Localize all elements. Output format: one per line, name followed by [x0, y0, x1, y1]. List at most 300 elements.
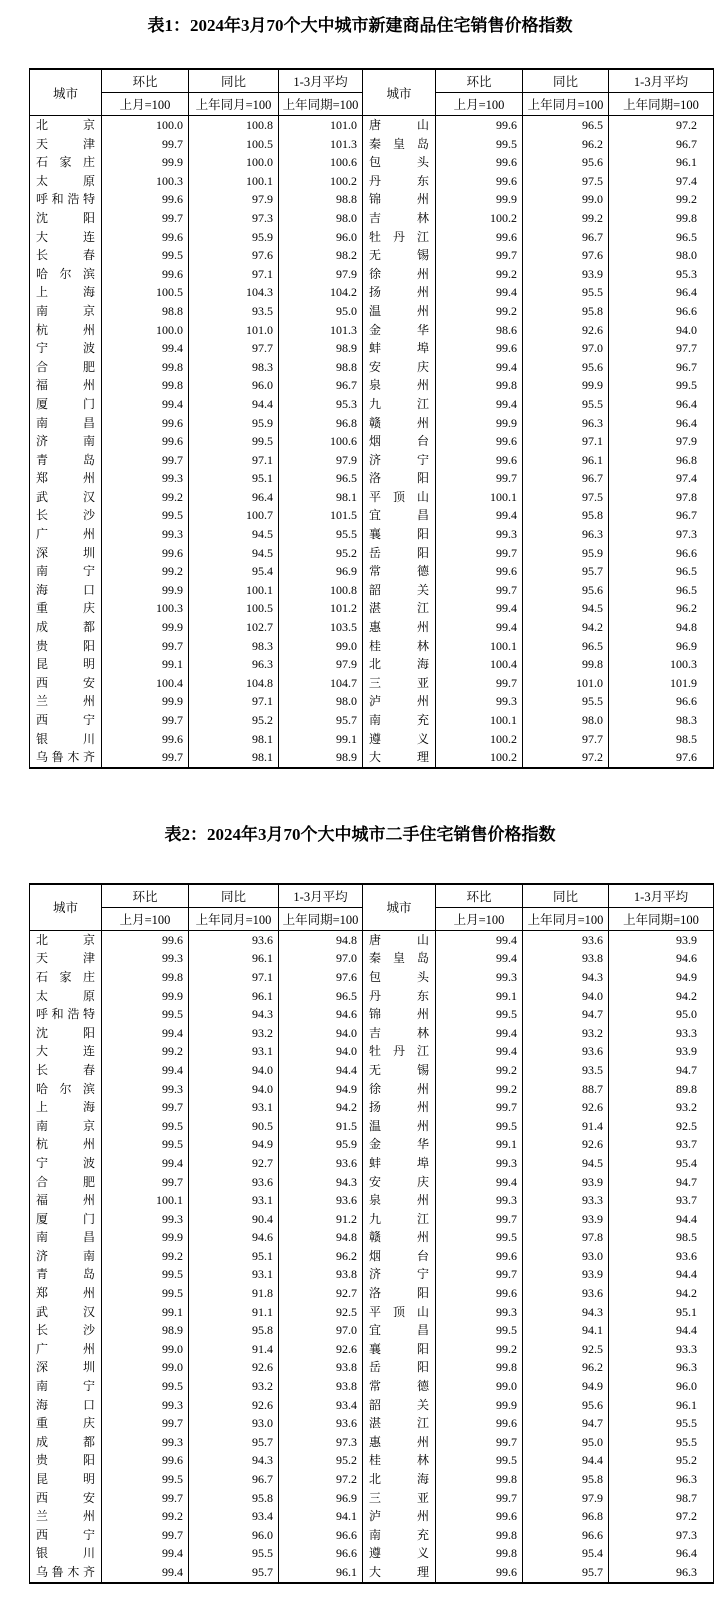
city-name: 三 亚 [369, 1490, 429, 1505]
mom-value-left: 99.9 [102, 987, 189, 1006]
yoy-value-left: 93.1 [189, 1265, 279, 1284]
city-cell-left [30, 1024, 102, 1043]
city-name: 南 充 [369, 1527, 429, 1542]
mom-value-right: 99.6 [436, 1247, 523, 1266]
city-name: 九 江 [369, 1211, 429, 1226]
header-mom-right: 环比 [436, 69, 523, 93]
mom-value-left: 99.6 [102, 432, 189, 451]
mom-value-right: 99.4 [436, 506, 523, 525]
avg-value-left: 100.8 [279, 581, 363, 600]
city-cell-left [30, 1154, 102, 1173]
avg-value-right: 97.3 [609, 1526, 714, 1545]
yoy-value-left: 100.5 [189, 135, 279, 154]
mom-value-right: 99.7 [436, 1098, 523, 1117]
mom-value-right: 99.3 [436, 1303, 523, 1322]
avg-value-left: 98.1 [279, 488, 363, 507]
avg-value-right: 97.2 [609, 1507, 714, 1526]
yoy-value-left: 96.3 [189, 655, 279, 674]
avg-value-left: 95.0 [279, 302, 363, 321]
city-name: 徐 州 [369, 1081, 429, 1096]
yoy-value-right: 88.7 [523, 1080, 609, 1099]
city-cell-right [363, 1210, 436, 1229]
city-name: 石 家 庄 [36, 969, 95, 984]
city-cell-left [30, 116, 102, 135]
city-cell-right [363, 358, 436, 377]
yoy-value-right: 99.2 [523, 209, 609, 228]
city-cell-right [363, 1154, 436, 1173]
city-cell-right [363, 1135, 436, 1154]
avg-value-right: 94.0 [609, 321, 714, 340]
table2-title: 表2：2024年3月70个大中城市二手住宅销售价格指数 [164, 824, 556, 844]
table-row [30, 1489, 714, 1508]
yoy-value-left: 98.3 [189, 637, 279, 656]
city-cell-right [363, 1340, 436, 1359]
table-row [30, 190, 714, 209]
table-row [30, 544, 714, 563]
city-name: 北 海 [369, 1472, 429, 1486]
yoy-value-right: 97.7 [523, 730, 609, 749]
avg-value-left: 94.0 [279, 1024, 363, 1043]
mom-value-left: 99.7 [102, 1489, 189, 1508]
table-row [30, 1340, 714, 1359]
yoy-value-left: 95.1 [189, 469, 279, 488]
city-cell-right [363, 1265, 436, 1284]
table-row [30, 987, 714, 1006]
avg-value-right: 97.8 [609, 488, 714, 507]
city-name: 韶 关 [369, 582, 429, 597]
yoy-value-right: 97.5 [523, 172, 609, 191]
table1-body [30, 116, 714, 768]
city-name: 常 德 [369, 564, 429, 579]
city-cell-right [363, 414, 436, 433]
mom-value-right: 99.2 [436, 1061, 523, 1080]
yoy-value-right: 92.5 [523, 1340, 609, 1359]
avg-value-right: 96.0 [609, 1377, 714, 1396]
city-cell-right [363, 544, 436, 563]
city-cell-right [363, 674, 436, 693]
city-name: 洛 阳 [369, 1286, 429, 1301]
yoy-value-right: 97.5 [523, 488, 609, 507]
yoy-value-right: 93.5 [523, 1061, 609, 1080]
city-name: 呼 和 浩 特 [36, 192, 95, 207]
table-row [30, 1526, 714, 1545]
city-name: 海 口 [36, 582, 95, 597]
yoy-value-right: 95.8 [523, 302, 609, 321]
avg-value-left: 95.2 [279, 544, 363, 563]
mom-value-left: 99.5 [102, 1265, 189, 1284]
city-cell-left [30, 1042, 102, 1061]
table-row [30, 153, 714, 172]
table-row [30, 1470, 714, 1489]
table-row [30, 302, 714, 321]
city-name: 西 宁 [36, 1527, 95, 1542]
mom-value-right: 99.4 [436, 618, 523, 637]
yoy-value-right: 96.2 [523, 1358, 609, 1377]
header-avg-base-right: 上年同期=100 [609, 93, 714, 116]
avg-value-left: 94.3 [279, 1173, 363, 1192]
mom-value-right: 99.4 [436, 358, 523, 377]
avg-value-left: 97.9 [279, 265, 363, 284]
table-row [30, 414, 714, 433]
city-cell-left [30, 618, 102, 637]
yoy-value-left: 96.1 [189, 987, 279, 1006]
city-name: 泸 州 [369, 694, 429, 709]
city-cell-left [30, 1526, 102, 1545]
mom-value-right: 99.6 [436, 172, 523, 191]
city-name: 西 安 [36, 675, 95, 690]
city-cell-right [363, 1526, 436, 1545]
city-name: 乌 鲁 木 齐 [36, 750, 95, 765]
mom-value-right: 99.4 [436, 1173, 523, 1192]
city-name: 济 宁 [369, 452, 429, 467]
city-cell-left [30, 930, 102, 949]
table-row [30, 209, 714, 228]
mom-value-left: 99.5 [102, 1135, 189, 1154]
yoy-value-left: 93.2 [189, 1024, 279, 1043]
city-name: 北 海 [369, 657, 429, 672]
mom-value-right: 99.5 [436, 135, 523, 154]
yoy-value-left: 93.6 [189, 1173, 279, 1192]
avg-value-right: 97.4 [609, 172, 714, 191]
city-cell-left [30, 302, 102, 321]
table-row [30, 283, 714, 302]
yoy-value-left: 97.1 [189, 265, 279, 284]
avg-value-right: 93.3 [609, 1024, 714, 1043]
header-avg-left: 1-3月平均 [279, 69, 363, 93]
mom-value-left: 99.7 [102, 1526, 189, 1545]
table-row [30, 488, 714, 507]
avg-value-right: 93.9 [609, 930, 714, 949]
yoy-value-right: 99.0 [523, 190, 609, 209]
table-row [30, 135, 714, 154]
table-row [30, 1191, 714, 1210]
mom-value-left: 99.6 [102, 265, 189, 284]
mom-value-left: 99.6 [102, 190, 189, 209]
city-name: 宜 昌 [369, 1323, 429, 1338]
avg-value-left: 101.3 [279, 135, 363, 154]
city-cell-right [363, 1451, 436, 1470]
avg-value-left: 94.6 [279, 1005, 363, 1024]
city-name: 长 春 [36, 248, 95, 263]
city-cell-right [363, 1489, 436, 1508]
avg-value-left: 95.2 [279, 1451, 363, 1470]
city-cell-right [363, 376, 436, 395]
mom-value-left: 99.0 [102, 1340, 189, 1359]
yoy-value-left: 93.0 [189, 1414, 279, 1433]
mom-value-left: 99.7 [102, 711, 189, 730]
yoy-value-left: 104.8 [189, 674, 279, 693]
city-cell-left [30, 283, 102, 302]
city-cell-right [363, 1358, 436, 1377]
city-cell-left [30, 209, 102, 228]
mom-value-left: 99.7 [102, 1414, 189, 1433]
avg-value-right: 98.3 [609, 711, 714, 730]
city-cell-left [30, 1377, 102, 1396]
mom-value-left: 99.7 [102, 748, 189, 768]
mom-value-right: 99.7 [436, 469, 523, 488]
yoy-value-right: 92.6 [523, 1135, 609, 1154]
mom-value-left: 99.3 [102, 1396, 189, 1415]
yoy-value-right: 93.9 [523, 1210, 609, 1229]
avg-value-right: 97.2 [609, 116, 714, 135]
city-cell-left [30, 1061, 102, 1080]
city-name: 唐 山 [369, 932, 429, 947]
mom-value-left: 100.3 [102, 599, 189, 618]
avg-value-left: 104.2 [279, 283, 363, 302]
yoy-value-left: 93.2 [189, 1377, 279, 1396]
avg-value-left: 91.5 [279, 1117, 363, 1136]
city-cell-right [363, 1433, 436, 1452]
city-name: 福 州 [36, 1193, 95, 1208]
avg-value-left: 98.0 [279, 692, 363, 711]
avg-value-right: 93.3 [609, 1340, 714, 1359]
yoy-value-left: 90.5 [189, 1117, 279, 1136]
avg-value-left: 98.9 [279, 339, 363, 358]
city-cell-right [363, 1414, 436, 1433]
yoy-value-right: 97.6 [523, 246, 609, 265]
mom-value-left: 100.1 [102, 1191, 189, 1210]
table-row [30, 525, 714, 544]
yoy-value-right: 96.1 [523, 451, 609, 470]
avg-value-right: 96.7 [609, 506, 714, 525]
yoy-value-left: 100.7 [189, 506, 279, 525]
yoy-value-right: 96.6 [523, 1526, 609, 1545]
city-name: 常 德 [369, 1379, 429, 1394]
city-cell-right [363, 949, 436, 968]
yoy-value-left: 95.9 [189, 228, 279, 247]
city-name: 厦 门 [36, 396, 95, 411]
table-row [30, 1544, 714, 1563]
header-avg-base-left: 上年同期=100 [279, 93, 363, 116]
city-name: 石 家 庄 [36, 155, 95, 170]
yoy-value-right: 94.2 [523, 618, 609, 637]
avg-value-right: 95.4 [609, 1154, 714, 1173]
mom-value-right: 99.6 [436, 153, 523, 172]
mom-value-left: 99.2 [102, 1042, 189, 1061]
city-name: 南 京 [36, 303, 95, 318]
city-cell-left [30, 358, 102, 377]
header-avg-right: 1-3月平均 [609, 69, 714, 93]
yoy-value-left: 94.5 [189, 525, 279, 544]
city-cell-right [363, 395, 436, 414]
table-row [30, 469, 714, 488]
city-cell-right [363, 692, 436, 711]
city-name: 昆 明 [36, 1472, 95, 1486]
city-cell-right [363, 599, 436, 618]
mom-value-right: 99.6 [436, 1414, 523, 1433]
avg-value-left: 92.7 [279, 1284, 363, 1303]
city-cell-left [30, 432, 102, 451]
city-name: 济 南 [36, 434, 95, 449]
mom-value-left: 99.3 [102, 1433, 189, 1452]
header-city-left: 城市 [30, 69, 102, 116]
avg-value-left: 98.8 [279, 190, 363, 209]
city-cell-left [30, 562, 102, 581]
table1-title: 表1：2024年3月70个大中城市新建商品住宅销售价格指数 [147, 16, 573, 35]
mom-value-right: 99.4 [436, 1024, 523, 1043]
city-cell-left [30, 748, 102, 768]
yoy-value-left: 96.0 [189, 376, 279, 395]
table-row [30, 581, 714, 600]
mom-value-left: 99.1 [102, 1303, 189, 1322]
city-name: 泉 州 [369, 1193, 429, 1208]
city-name: 天 津 [36, 136, 95, 151]
city-name: 徐 州 [369, 266, 429, 281]
city-name: 无 锡 [369, 248, 429, 263]
city-name: 北 京 [36, 932, 95, 947]
mom-value-right: 99.2 [436, 1340, 523, 1359]
yoy-value-right: 92.6 [523, 1098, 609, 1117]
yoy-value-right: 93.6 [523, 1284, 609, 1303]
city-name: 南 宁 [36, 564, 95, 579]
avg-value-right: 93.2 [609, 1098, 714, 1117]
mom-value-right: 99.8 [436, 376, 523, 395]
city-name: 大 理 [369, 750, 429, 765]
avg-value-right: 96.7 [609, 358, 714, 377]
yoy-value-right: 95.7 [523, 562, 609, 581]
city-cell-left [30, 949, 102, 968]
avg-value-right: 95.5 [609, 1414, 714, 1433]
table-row [30, 1321, 714, 1340]
yoy-value-left: 95.9 [189, 414, 279, 433]
mom-value-right: 99.2 [436, 1080, 523, 1099]
header-mom-left: 环比 [102, 884, 189, 908]
yoy-value-right: 94.3 [523, 1303, 609, 1322]
avg-value-left: 99.0 [279, 637, 363, 656]
city-cell-right [363, 1098, 436, 1117]
mom-value-left: 99.2 [102, 488, 189, 507]
table-row [30, 1377, 714, 1396]
avg-value-left: 96.8 [279, 414, 363, 433]
header-yoy-right: 同比 [523, 884, 609, 908]
mom-value-left: 98.9 [102, 1321, 189, 1340]
mom-value-left: 99.3 [102, 1210, 189, 1229]
yoy-value-left: 99.5 [189, 432, 279, 451]
avg-value-right: 95.3 [609, 265, 714, 284]
header-avg-base-right: 上年同期=100 [609, 907, 714, 930]
city-cell-left [30, 339, 102, 358]
yoy-value-left: 94.0 [189, 1080, 279, 1099]
mom-value-left: 99.7 [102, 637, 189, 656]
avg-value-left: 96.6 [279, 1544, 363, 1563]
city-cell-left [30, 1340, 102, 1359]
mom-value-right: 99.5 [436, 1321, 523, 1340]
avg-value-left: 93.4 [279, 1396, 363, 1415]
yoy-value-left: 98.1 [189, 730, 279, 749]
avg-value-right: 100.3 [609, 655, 714, 674]
avg-value-right: 97.6 [609, 748, 714, 768]
yoy-value-left: 92.7 [189, 1154, 279, 1173]
mom-value-left: 99.2 [102, 1507, 189, 1526]
mom-value-right: 99.6 [436, 339, 523, 358]
yoy-value-left: 98.3 [189, 358, 279, 377]
avg-value-right: 96.4 [609, 395, 714, 414]
table-row [30, 339, 714, 358]
mom-value-right: 99.5 [436, 1451, 523, 1470]
mom-value-left: 99.9 [102, 1228, 189, 1247]
table-row [30, 1451, 714, 1470]
yoy-value-left: 96.1 [189, 949, 279, 968]
mom-value-right: 99.4 [436, 930, 523, 949]
city-name: 泸 州 [369, 1509, 429, 1524]
city-name: 天 津 [36, 951, 95, 966]
avg-value-right: 96.5 [609, 562, 714, 581]
mom-value-right: 100.1 [436, 711, 523, 730]
avg-value-left: 94.1 [279, 1507, 363, 1526]
mom-value-right: 99.4 [436, 949, 523, 968]
mom-value-left: 99.4 [102, 1544, 189, 1563]
mom-value-left: 99.2 [102, 562, 189, 581]
header-yoy-base-left: 上年同月=100 [189, 907, 279, 930]
mom-value-left: 98.8 [102, 302, 189, 321]
city-cell-left [30, 1414, 102, 1433]
yoy-value-right: 93.6 [523, 930, 609, 949]
mom-value-left: 99.9 [102, 153, 189, 172]
yoy-value-right: 93.9 [523, 1173, 609, 1192]
mom-value-left: 99.4 [102, 339, 189, 358]
mom-value-left: 99.9 [102, 692, 189, 711]
mom-value-right: 99.6 [436, 1507, 523, 1526]
city-cell-right [363, 1173, 436, 1192]
table-row [30, 1247, 714, 1266]
city-cell-right [363, 1191, 436, 1210]
city-name: 合 肥 [36, 1174, 95, 1189]
avg-value-right: 99.5 [609, 376, 714, 395]
city-name: 重 庆 [36, 1416, 95, 1431]
yoy-value-left: 101.0 [189, 321, 279, 340]
mom-value-left: 100.0 [102, 321, 189, 340]
mom-value-left: 100.5 [102, 283, 189, 302]
avg-value-right: 96.5 [609, 228, 714, 247]
city-name: 银 川 [36, 731, 95, 746]
header-yoy-left: 同比 [189, 884, 279, 908]
yoy-value-left: 95.7 [189, 1433, 279, 1452]
avg-value-right: 98.5 [609, 1228, 714, 1247]
yoy-value-left: 104.3 [189, 283, 279, 302]
mom-value-right: 99.4 [436, 283, 523, 302]
table-row [30, 1358, 714, 1377]
city-cell-left [30, 469, 102, 488]
city-cell-right [363, 730, 436, 749]
avg-value-left: 96.5 [279, 469, 363, 488]
yoy-value-left: 98.1 [189, 748, 279, 768]
table-row [30, 451, 714, 470]
city-cell-left [30, 1544, 102, 1563]
header-mom-base-left: 上月=100 [102, 93, 189, 116]
city-cell-right [363, 1117, 436, 1136]
avg-value-left: 98.8 [279, 358, 363, 377]
avg-value-left: 95.3 [279, 395, 363, 414]
city-name: 成 都 [36, 620, 95, 635]
mom-value-left: 99.4 [102, 1061, 189, 1080]
city-cell-right [363, 562, 436, 581]
city-name: 大 连 [36, 229, 95, 244]
city-name: 杭 州 [36, 322, 95, 337]
avg-value-right: 94.2 [609, 1284, 714, 1303]
yoy-value-left: 96.0 [189, 1526, 279, 1545]
avg-value-left: 93.6 [279, 1191, 363, 1210]
city-name: 岳 阳 [369, 545, 429, 560]
table-row [30, 246, 714, 265]
mom-value-left: 99.7 [102, 1098, 189, 1117]
city-name: 秦 皇 岛 [369, 136, 429, 151]
city-cell-right [363, 209, 436, 228]
avg-value-right: 96.7 [609, 135, 714, 154]
city-name: 湛 江 [369, 601, 429, 616]
table2-header [30, 884, 714, 931]
city-name: 包 头 [369, 969, 429, 984]
city-cell-right [363, 1042, 436, 1061]
